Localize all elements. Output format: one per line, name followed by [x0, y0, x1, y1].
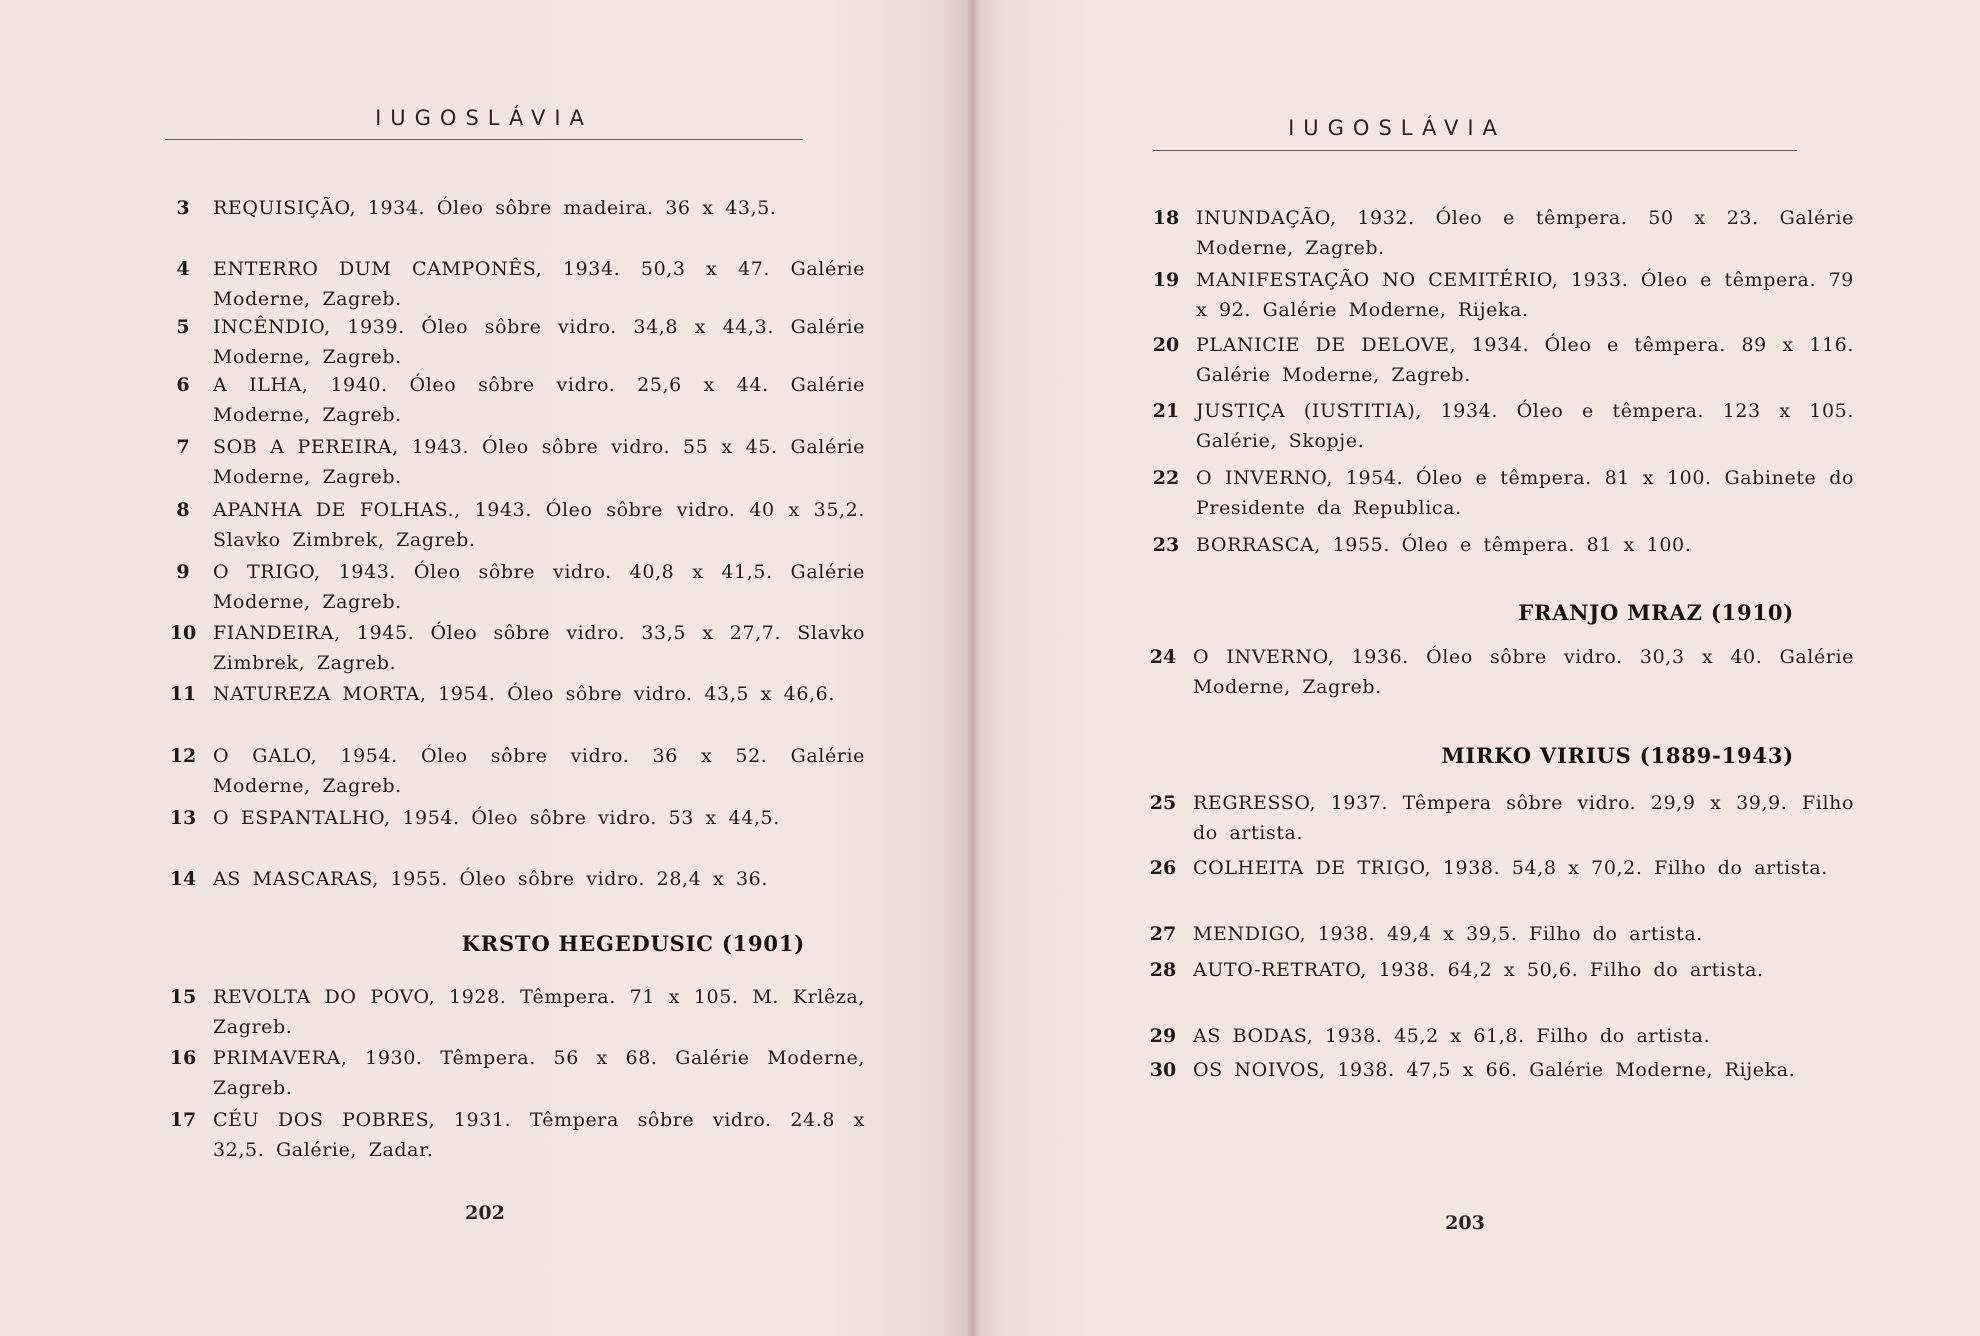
catalog-entry-21 [1136, 396, 1854, 456]
catalog-entry-20 [1136, 330, 1854, 390]
entry-text: O GALO, 1954. Óleo sôbre vidro. 36 x 52. Galérie Moderne, Zagreb. [213, 745, 865, 797]
entry-number: 12 [169, 745, 197, 767]
entry-number: 18 [1152, 207, 1180, 229]
entry-text: OS NOIVOS, 1938. 47,5 x 66. Galérie Moderne, Rijeka. [1193, 1059, 1796, 1081]
entry-number: 3 [176, 197, 190, 219]
entry-number: 14 [169, 868, 197, 890]
catalog-entry-26 [1133, 853, 1854, 884]
catalog-entry-16 [153, 1043, 865, 1103]
page-number-left: 202 [465, 1202, 505, 1224]
entry-text: JUSTIÇA (IUSTITIA), 1934. Óleo e têmpera. 123 x 105. Galérie, Skopje. [1196, 400, 1854, 452]
entry-number: 30 [1149, 1059, 1177, 1081]
entry-number: 17 [169, 1109, 197, 1131]
entry-text: CÉU DOS POBRES, 1931. Têmpera sôbre vidro. 24.8 x 32,5. Galérie, Zadar. [213, 1109, 865, 1161]
artist-heading-virius: MIRKO VIRIUS (1889-1943) [1441, 743, 1794, 768]
entry-text: O INVERNO, 1954. Óleo e têmpera. 81 x 100. Gabinete do Presidente da Republica. [1196, 467, 1854, 519]
entry-text: REGRESSO, 1937. Têmpera sôbre vidro. 29,9 x 39,9. Filho do artista. [1193, 792, 1854, 844]
entry-text: COLHEITA DE TRIGO, 1938. 54,8 x 70,2. Filho do artista. [1193, 857, 1828, 879]
entry-number: 11 [169, 683, 197, 705]
entry-number: 19 [1152, 269, 1180, 291]
catalog-entry-10 [153, 618, 865, 678]
entry-number: 9 [176, 561, 190, 583]
entry-number: 4 [176, 258, 190, 280]
right-head-rule [1153, 150, 1797, 151]
catalog-entry-13 [153, 803, 865, 834]
entry-text: APANHA DE FOLHAS., 1943. Óleo sôbre vidro. 40 x 35,2. Slavko Zimbrek, Zagreb. [213, 499, 865, 551]
entry-text: AS BODAS, 1938. 45,2 x 61,8. Filho do artista. [1193, 1025, 1711, 1047]
entry-number: 20 [1152, 334, 1180, 356]
entry-text: SOB A PEREIRA, 1943. Óleo sôbre vidro. 55 x 45. Galérie Moderne, Zagreb. [213, 436, 865, 488]
catalog-entry-8 [153, 495, 865, 555]
catalog-entry-30 [1133, 1055, 1854, 1086]
catalog-entry-24 [1133, 642, 1854, 702]
entry-number: 22 [1152, 467, 1180, 489]
entry-number: 16 [169, 1047, 197, 1069]
catalog-entry-4 [153, 254, 865, 314]
book-gutter [966, 0, 980, 1336]
entry-number: 5 [176, 316, 190, 338]
entry-number: 24 [1149, 646, 1177, 668]
entry-number: 28 [1149, 959, 1177, 981]
entry-text: O INVERNO, 1936. Óleo sôbre vidro. 30,3 x 40. Galérie Moderne, Zagreb. [1193, 646, 1854, 698]
right-running-head: IUGOSLÁVIA [1288, 116, 1506, 140]
catalog-entry-27 [1133, 919, 1854, 950]
left-head-rule [165, 139, 803, 140]
entry-text: REVOLTA DO POVO, 1928. Têmpera. 71 x 105. M. Krlêza, Zagreb. [213, 986, 865, 1038]
entry-text: BORRASCA, 1955. Óleo e têmpera. 81 x 100. [1196, 534, 1692, 556]
entry-number: 25 [1149, 792, 1177, 814]
entry-number: 27 [1149, 923, 1177, 945]
catalog-entry-18 [1136, 203, 1854, 263]
entry-text: O ESPANTALHO, 1954. Óleo sôbre vidro. 53 x 44,5. [213, 807, 780, 829]
entry-number: 21 [1152, 400, 1180, 422]
left-running-head: IUGOSLÁVIA [375, 106, 593, 130]
catalog-entry-19 [1136, 265, 1854, 325]
entry-text: FIANDEIRA, 1945. Óleo sôbre vidro. 33,5 x 27,7. Slavko Zimbrek, Zagreb. [213, 622, 865, 674]
entry-text: REQUISIÇÃO, 1934. Óleo sôbre madeira. 36 x 43,5. [213, 197, 777, 219]
catalog-entry-14 [153, 864, 865, 895]
catalog-entry-15 [153, 982, 865, 1042]
entry-text: NATUREZA MORTA, 1954. Óleo sôbre vidro. 43,5 x 46,6. [213, 683, 835, 705]
catalog-entry-3 [153, 193, 865, 224]
entry-number: 29 [1149, 1025, 1177, 1047]
entry-number: 15 [169, 986, 197, 1008]
entry-text: O TRIGO, 1943. Óleo sôbre vidro. 40,8 x 41,5. Galérie Moderne, Zagreb. [213, 561, 865, 613]
page-number-right: 203 [1445, 1212, 1485, 1234]
entry-text: PRIMAVERA, 1930. Têmpera. 56 x 68. Galérie Moderne, Zagreb. [213, 1047, 865, 1099]
catalog-entry-25 [1133, 788, 1854, 848]
entry-text: PLANICIE DE DELOVE, 1934. Óleo e têmpera. 89 x 116. Galérie Moderne, Zagreb. [1196, 334, 1854, 386]
entry-number: 23 [1152, 534, 1180, 556]
catalog-entry-22 [1136, 463, 1854, 523]
entry-text: A ILHA, 1940. Óleo sôbre vidro. 25,6 x 44. Galérie Moderne, Zagreb. [213, 374, 865, 426]
entry-text: AUTO-RETRATO, 1938. 64,2 x 50,6. Filho do artista. [1193, 959, 1764, 981]
entry-text: INUNDAÇÃO, 1932. Óleo e têmpera. 50 x 23. Galérie Moderne, Zagreb. [1196, 207, 1854, 259]
entry-number: 7 [176, 436, 190, 458]
catalog-entry-17 [153, 1105, 865, 1165]
entry-number: 6 [176, 374, 190, 396]
catalog-entry-29 [1133, 1021, 1854, 1052]
artist-heading-hegedusic: KRSTO HEGEDUSIC (1901) [461, 931, 805, 956]
entry-text: ENTERRO DUM CAMPONÊS, 1934. 50,3 x 47. Galérie Moderne, Zagreb. [213, 258, 865, 310]
entry-text: MENDIGO, 1938. 49,4 x 39,5. Filho do artista. [1193, 923, 1703, 945]
catalog-entry-7 [153, 432, 865, 492]
catalog-entry-9 [153, 557, 865, 617]
catalog-entry-12 [153, 741, 865, 801]
entry-text: INCÊNDIO, 1939. Óleo sôbre vidro. 34,8 x 44,3. Galérie Moderne, Zagreb. [213, 316, 865, 368]
entry-number: 26 [1149, 857, 1177, 879]
entry-number: 10 [169, 622, 197, 644]
catalog-entry-11 [153, 679, 865, 710]
catalog-entry-23 [1136, 530, 1854, 561]
entry-text: MANIFESTAÇÃO NO CEMITÉRIO, 1933. Óleo e têmpera. 79 x 92. Galérie Moderne, Rijeka. [1196, 269, 1854, 321]
entry-number: 13 [169, 807, 197, 829]
entry-number: 8 [176, 499, 190, 521]
artist-heading-mraz: FRANJO MRAZ (1910) [1518, 600, 1794, 625]
catalog-entry-6 [153, 370, 865, 430]
entry-text: AS MASCARAS, 1955. Óleo sôbre vidro. 28,4 x 36. [213, 868, 768, 890]
catalog-entry-5 [153, 312, 865, 372]
catalog-entry-28 [1133, 955, 1854, 986]
